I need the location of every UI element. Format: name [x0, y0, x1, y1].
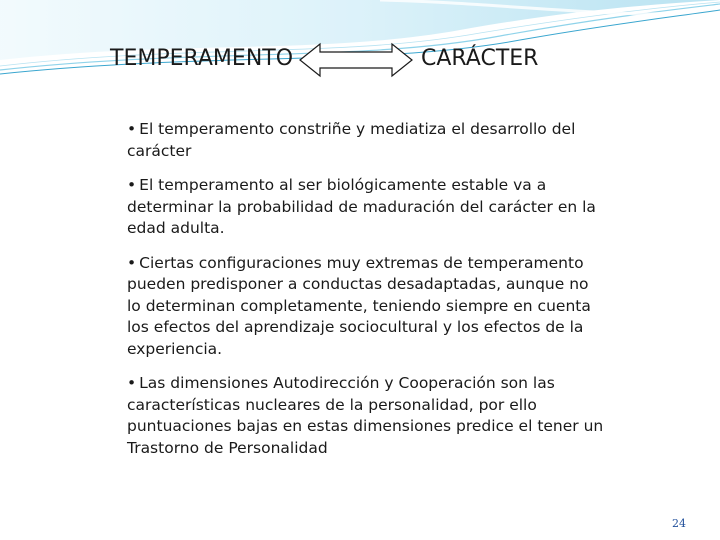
bullet-text: El temperamento al ser biológicamente estable va a determinar la probabilidad de maduración del carácter en la edad adulta. [127, 176, 596, 237]
bullet-marker: • [127, 374, 137, 392]
bullet-item [127, 253, 607, 361]
bullet-item [127, 119, 607, 162]
bullet-list [127, 119, 607, 472]
page-number: 24 [672, 517, 686, 530]
title-temperamento: TEMPERAMENTO [110, 46, 294, 71]
bullet-marker: • [127, 176, 137, 194]
bullet-text: El temperamento constriñe y mediatiza el desarrollo del carácter [127, 120, 576, 160]
bullet-text: Ciertas configuraciones muy extremas de temperamento pueden predisponer a conductas desadaptadas, aunque no lo determinan completamente, teniendo siempre en cuenta los efectos del aprendizaje sociocultural y los efectos de la experiencia. [127, 253, 591, 358]
bullet-item [127, 175, 607, 240]
bullet-marker: • [127, 253, 137, 272]
bullet-text: Las dimensiones Autodirección y Cooperación son las características nucleares de la personalidad, por ello puntuaciones bajas en estas dimensiones predice el tener un Trastorno de Personalidad [127, 374, 604, 457]
bullet-item [127, 373, 607, 459]
bullet-marker: • [127, 120, 137, 138]
title-caracter: CARÁCTER [421, 46, 539, 71]
double-headed-arrow-icon [298, 40, 414, 80]
